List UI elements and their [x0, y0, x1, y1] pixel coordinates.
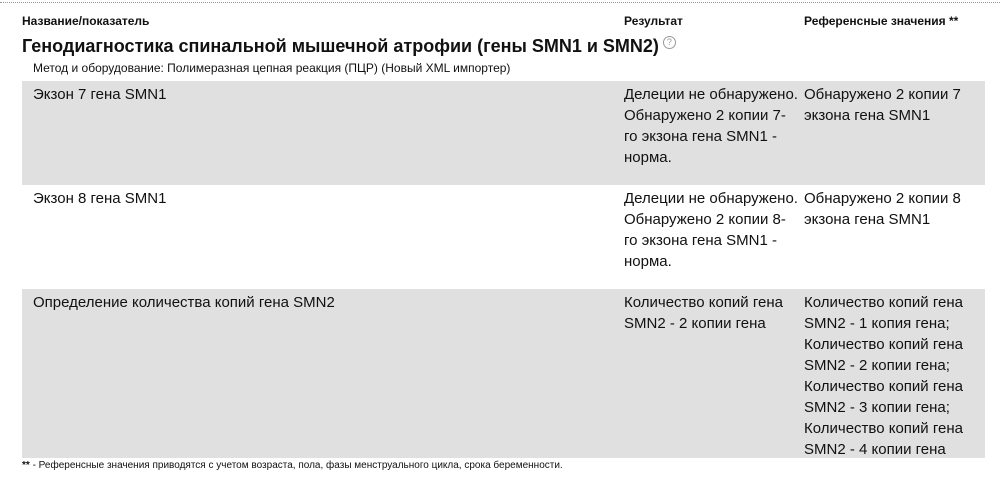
footnote-mark: **	[22, 460, 30, 471]
row-name: Определение количества копий гена SMN2	[33, 294, 335, 311]
table-row	[22, 185, 985, 289]
row-result: Делеции не обнаружено. Обнаружено 2 копии 8-го экзона гена SMN1 - норма.	[624, 190, 798, 270]
column-header-result: Результат	[624, 14, 683, 28]
footnote	[22, 460, 563, 471]
table-row	[22, 289, 985, 458]
test-title-text: Генодиагностика спинальной мышечной атрофии (гены SMN1 и SMN2)	[22, 36, 659, 56]
column-header-reference: Референсные значения **	[804, 14, 959, 28]
row-result: Делеции не обнаружено. Обнаружено 2 копии 7-го экзона гена SMN1 - норма.	[624, 86, 798, 166]
table-row	[22, 81, 985, 185]
help-icon[interactable]: ?	[663, 36, 676, 49]
test-title	[22, 36, 676, 57]
row-name: Экзон 7 гена SMN1	[33, 86, 167, 103]
row-reference: Обнаружено 2 копии 7 экзона гена SMN1	[804, 86, 961, 124]
method-text: Метод и оборудование: Полимеразная цепная реакция (ПЦР) (Новый XML импортер)	[33, 61, 511, 75]
row-name: Экзон 8 гена SMN1	[33, 190, 167, 207]
row-result: Количество копий гена SMN2 - 2 копии гена	[624, 294, 783, 332]
footnote-text: - Референсные значения приводятся с учетом возраста, пола, фазы менструального цикла, срока беременности.	[29, 460, 563, 471]
row-reference: Обнаружено 2 копии 8 экзона гена SMN1	[804, 190, 961, 228]
row-reference: Количество копий гена SMN2 - 1 копия гена; Количество копий гена SMN2 - 2 копии гена; Количество копий гена SMN2 - 3 копии гена; Количество копий гена SMN2 - 4 копии гена	[804, 294, 963, 458]
divider	[0, 2, 1000, 3]
column-header-name: Название/показатель	[22, 14, 150, 28]
